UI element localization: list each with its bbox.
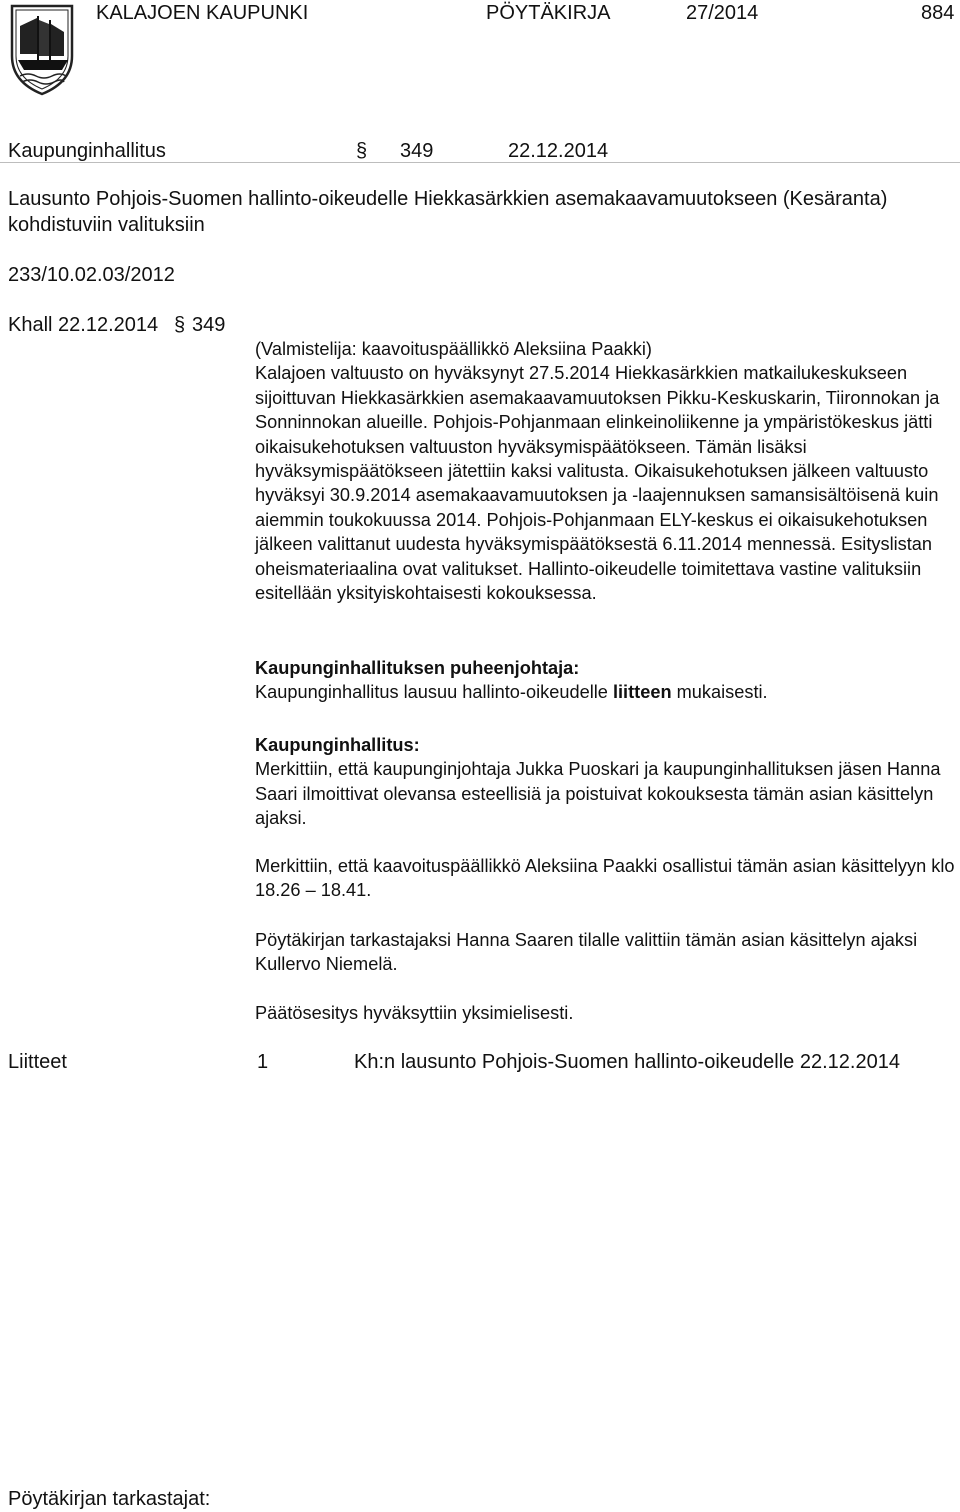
header-page-number: 884 [921,2,955,24]
attachment-link[interactable]: Kh:n lausunto Pohjois-Suomen hallinto-oikeudelle 22.12.2014 [354,1051,900,1073]
footer-reviewers-label: Pöytäkirjan tarkastajat: [8,1488,211,1510]
case-title: Lausunto Pohjois-Suomen hallinto-oikeudelle Hiekkasärkkien asemakaavamuutokseen (Kesäranta) kohdistuviin valituksiin [8,188,888,236]
preparation-block [255,337,955,605]
proposal-text-before: Kaupunginhallitus lausuu hallinto-oikeudelle [255,682,613,703]
preparation-intro: (Valmistelija: kaavoituspäällikkö Aleksiina Paakki) [255,339,652,359]
proposal-text-after: mukaisesti. [671,682,768,703]
decision-paragraph-1: Merkittiin, että kaupunginjohtaja Jukka Puoskari ja kaupunginhallituksen jäsen Hanna Saari ilmoittivat olevansa esteellisiä ja poistuivat kokouksesta tämän asian käsittelyn ajaksi. [255,759,941,829]
proposal-text-bold: liitteen [612,682,672,703]
section-symbol-icon: § [356,140,368,162]
meeting-body: Kaupunginhallitus [8,140,166,162]
header-doc-type: PÖYTÄKIRJA [486,2,611,24]
preparation-text: Kalajoen valtuusto on hyväksynyt 27.5.2014 Hiekkasärkkien matkailukeskukseen sijoittuvan Hiekkasärkkien asemakaavamuutoksen Pikku-Keskuskarin, Tiironnokan ja Sonninnokan alueille. Pohjois-Pohjanmaan elinkeinoliikenne ja ympäristökeskus jätti oikaisukehotuksen valtuuston hyväksymispäätökseen. Tämän lisäksi hyväksymispäätökseen jätettiin kaksi valitusta. Oikaisukehotuksen jälkeen valtuusto hyväksyi 30.9.2014 asemakaavamuutoksen ja -laajennuksen samansisältöisenä kuin aiemmin toukokuussa 2014. Pohjois-Pohjanmaan ELY-keskus ei oikaisukehotuksen jälkeen valittanut uudesta hyväksymispäätöksestä 6.11.2014 mennessä. Esityslistan oheismateriaalina ovat valitukset. Hallinto-oikeudelle toimitettava vastine valituksiin esitellään yksityiskohtaisesti kokouksessa. [255,363,940,604]
proposal-text [255,680,955,704]
prep-section-symbol-icon: § [174,314,186,336]
attachments-label: Liitteet [8,1051,67,1073]
header-issue: 27/2014 [686,2,759,24]
proposal-heading: Kaupunginhallituksen puheenjohtaja: [255,658,580,678]
attachment-number: 1 [257,1051,269,1073]
header-city: KALAJOEN KAUPUNKI [96,2,309,24]
case-number: 233/10.02.03/2012 [8,264,175,286]
meeting-date: 22.12.2014 [508,140,609,162]
decision-paragraph-2: Merkittiin, että kaavoituspäällikkö Aleksiina Paakki osallistui tämän asian käsittelyyn klo 18.26 – 18.41. [255,856,955,901]
decision-heading: Kaupunginhallitus: [255,735,420,755]
header-divider [0,162,960,163]
prep-ref-section: 349 [192,314,226,336]
meeting-section: 349 [400,140,434,162]
city-crest-icon [8,2,76,98]
decision-block [255,733,955,831]
proposal-block [255,656,955,705]
prep-ref-label: Khall 22.12.2014 [8,314,159,336]
decision-paragraph-4: Päätösesitys hyväksyttiin yksimielisesti. [255,1003,574,1023]
decision-paragraph-3: Pöytäkirjan tarkastajaksi Hanna Saaren tilalle valittiin tämän asian käsittelyn ajaksi Kullervo Niemelä. [255,930,918,975]
